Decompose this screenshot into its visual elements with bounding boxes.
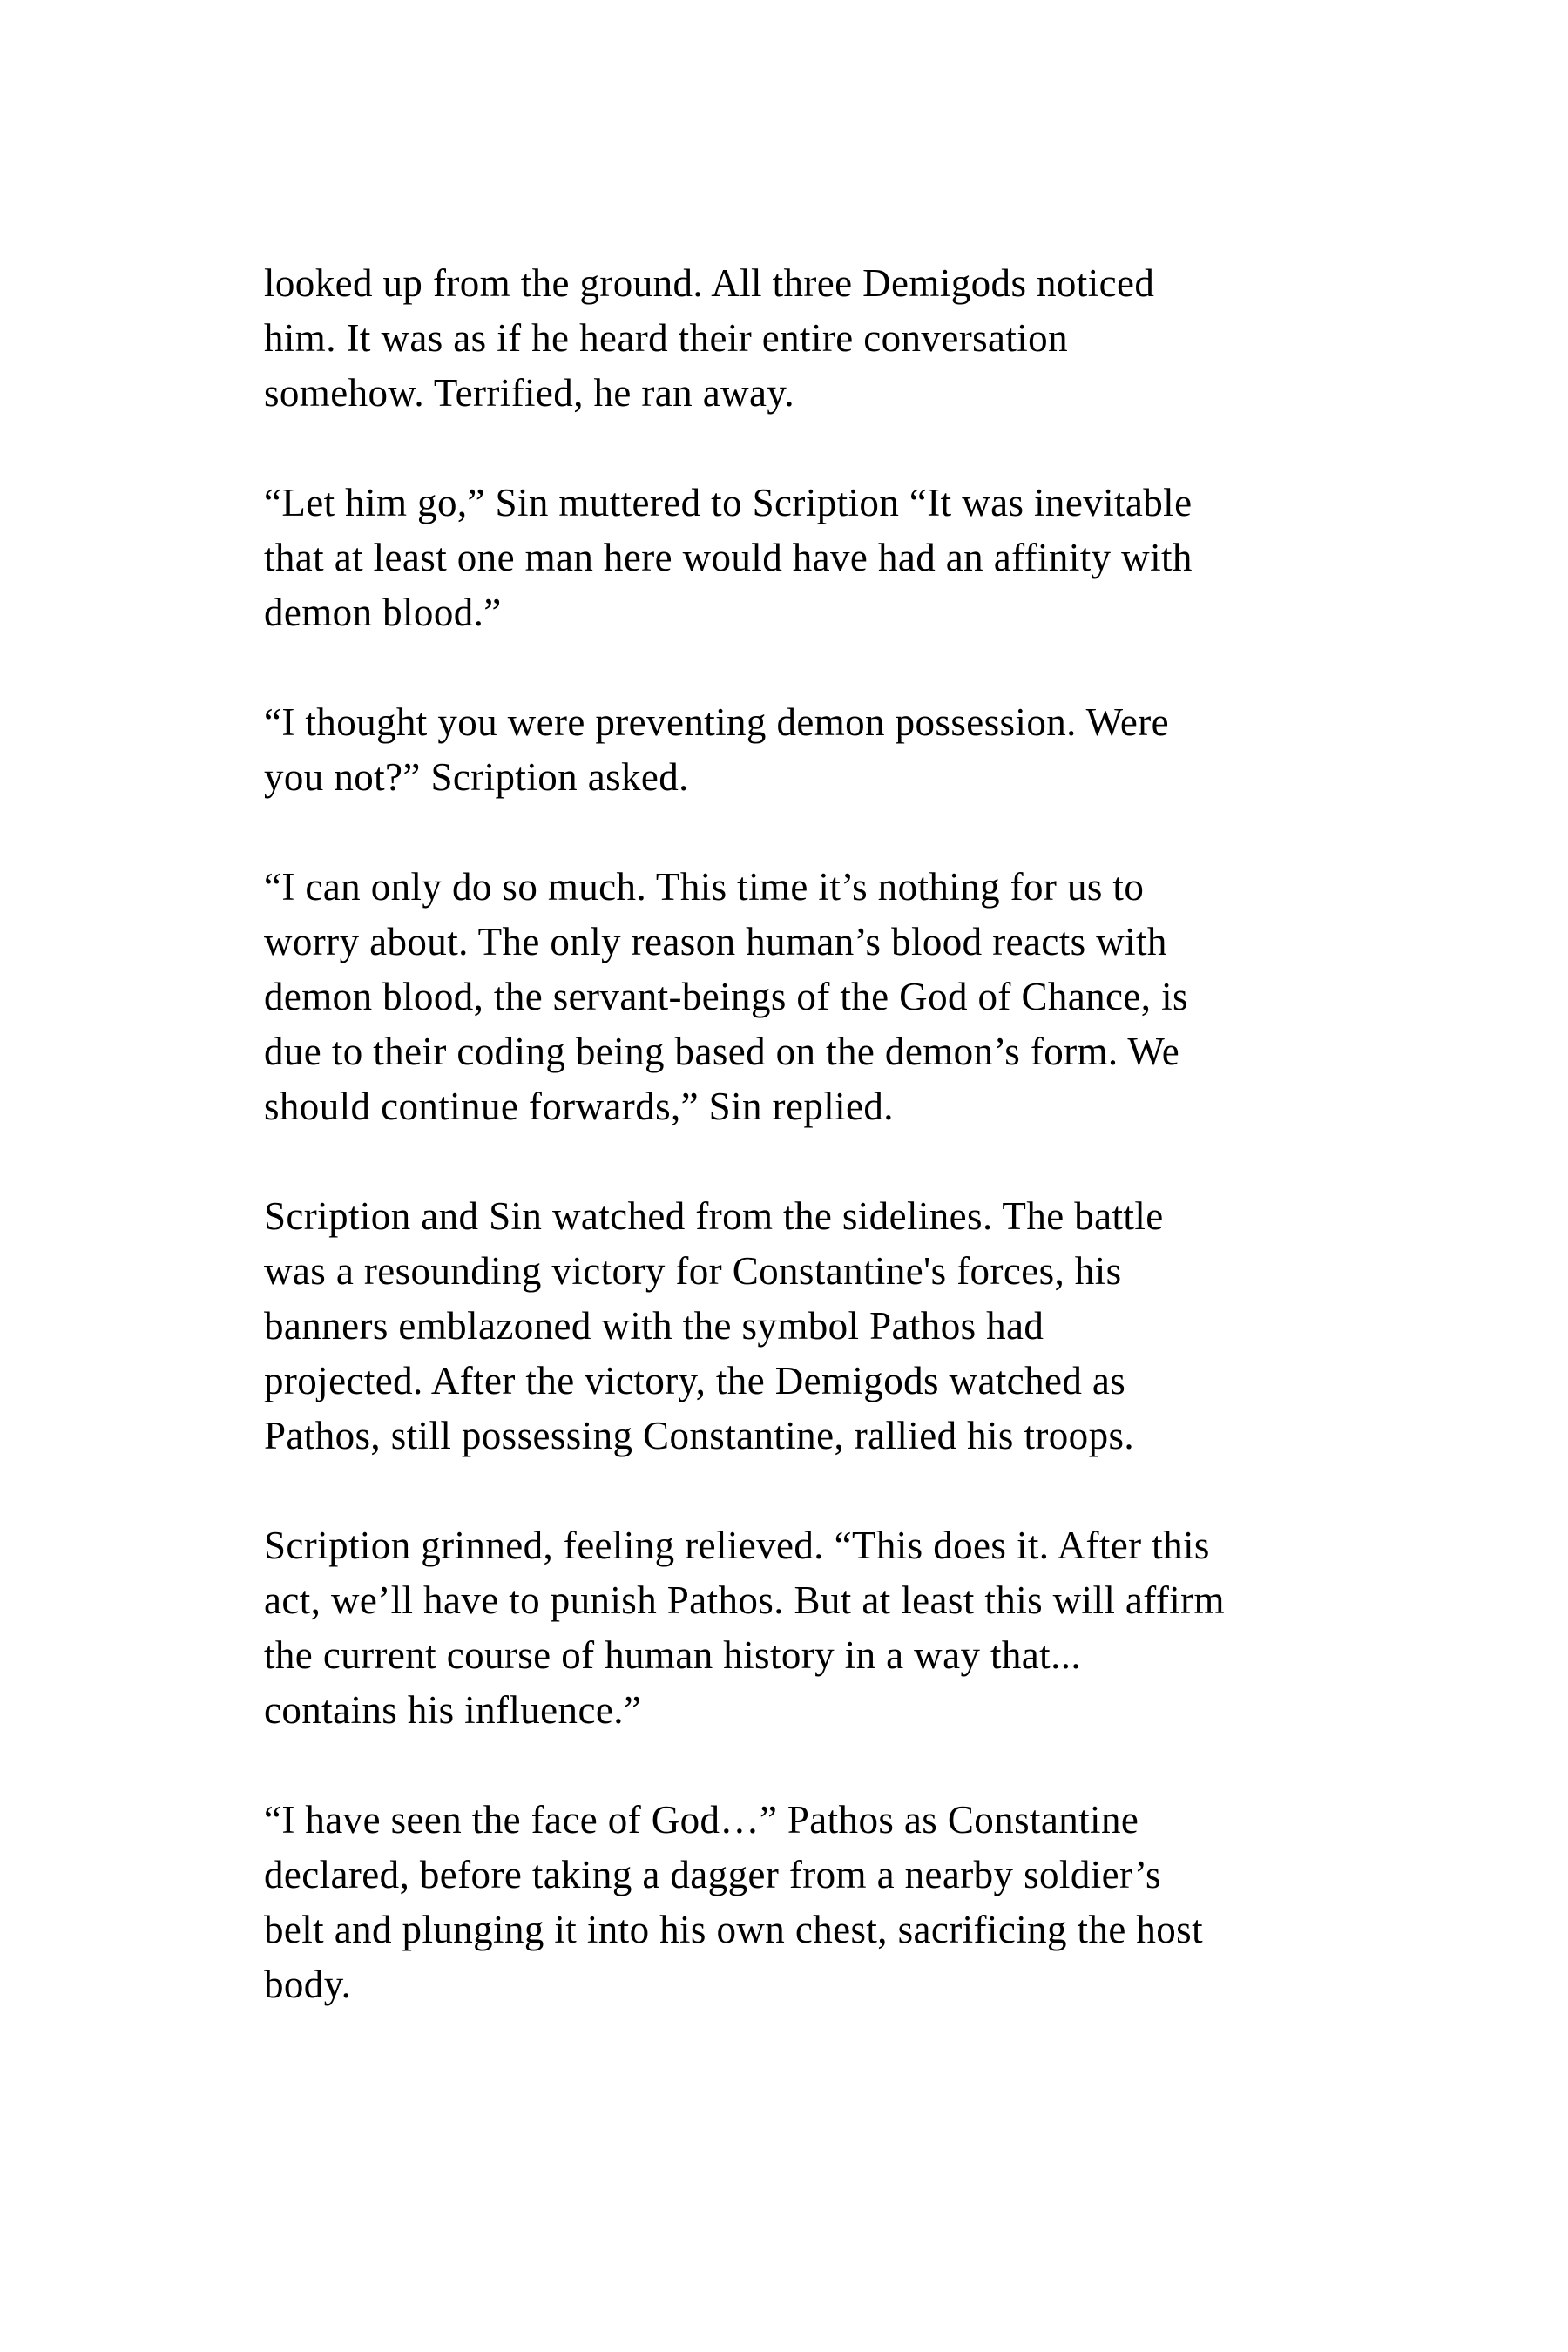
paragraph: “I can only do so much. This time it’s nothing for us to worry about. The only reason human’s blood reacts with demon blood, the servant-beings of the God of Chance, is due to their coding being based on the demon’s form. We should continue forwards,” Sin replied.: [264, 865, 1188, 1128]
paragraph: Scription grinned, feeling relieved. “This does it. After this act, we’ll have to punish Pathos. But at least this will affirm the current course of human history in a way that... contains his influence.”: [264, 1524, 1225, 1732]
paragraph: looked up from the ground. All three Demigods noticed him. It was as if he heard their entire conversation somehow. Terrified, he ran away.: [264, 261, 1155, 415]
paragraph: Scription and Sin watched from the sidelines. The battle was a resounding victory for Constantine's forces, his banners emblazoned with the symbol Pathos had projected. After the victory, the Demigods watched as Pathos, still possessing Constantine, rallied his troops.: [264, 1194, 1164, 1457]
page-text-column: [264, 256, 1335, 2012]
paragraph: “Let him go,” Sin muttered to Scription “It was inevitable that at least one man here would have had an affinity with demon blood.”: [264, 481, 1193, 634]
paragraph: “I thought you were preventing demon possession. Were you not?” Scription asked.: [264, 700, 1170, 799]
paragraph: “I have seen the face of God…” Pathos as Constantine declared, before taking a dagger from a nearby soldier’s belt and plunging it into his own chest, sacrificing the host body.: [264, 1798, 1203, 2006]
